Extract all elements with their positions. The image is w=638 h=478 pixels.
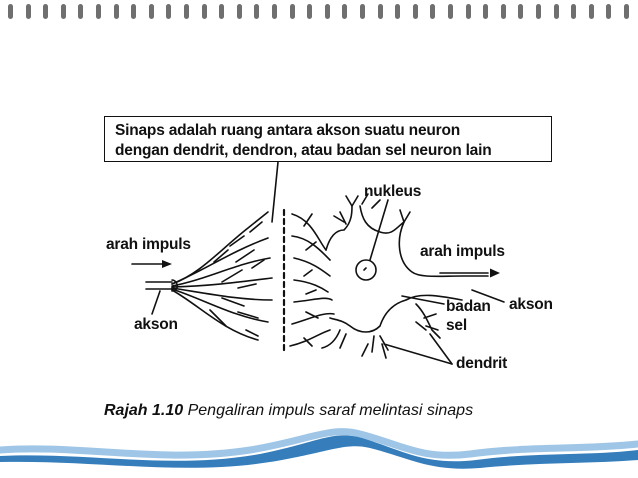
axon-terminal-branches — [172, 212, 272, 340]
dendrite-label: dendrit — [456, 355, 508, 372]
postsynaptic-dendrites — [290, 214, 334, 346]
synapse-pointer-line — [272, 162, 278, 222]
definition-line-2: dengan dendrit, dendron, atau badan sel neuron lain — [115, 142, 492, 159]
figure-caption-text: Pengaliran impuls saraf melintasi sinaps — [183, 402, 474, 419]
cell-body-label-line-2: sel — [446, 317, 467, 334]
impulse-out-label: arah impuls — [420, 243, 505, 260]
dendrite-pointer-1 — [384, 344, 452, 364]
figure-caption — [104, 402, 473, 420]
blue-wave-footer-icon — [0, 420, 638, 478]
definition-line-1: Sinaps adalah ruang antara akson suatu neuron — [115, 122, 461, 139]
dendrite-pointer-2 — [430, 334, 452, 364]
nucleus-pointer — [370, 200, 388, 260]
cell-body-pointer — [402, 296, 444, 304]
left-axon — [146, 282, 172, 289]
impulse-in-label: arah impuls — [106, 236, 191, 253]
nucleus-label: nukleus — [364, 183, 422, 200]
axon-right-label: akson — [509, 296, 553, 313]
nucleus — [356, 260, 376, 280]
axon-left-label: akson — [134, 316, 178, 333]
cell-body-label-line-1: badan — [446, 298, 491, 315]
figure-number: Rajah 1.10 — [104, 402, 184, 419]
